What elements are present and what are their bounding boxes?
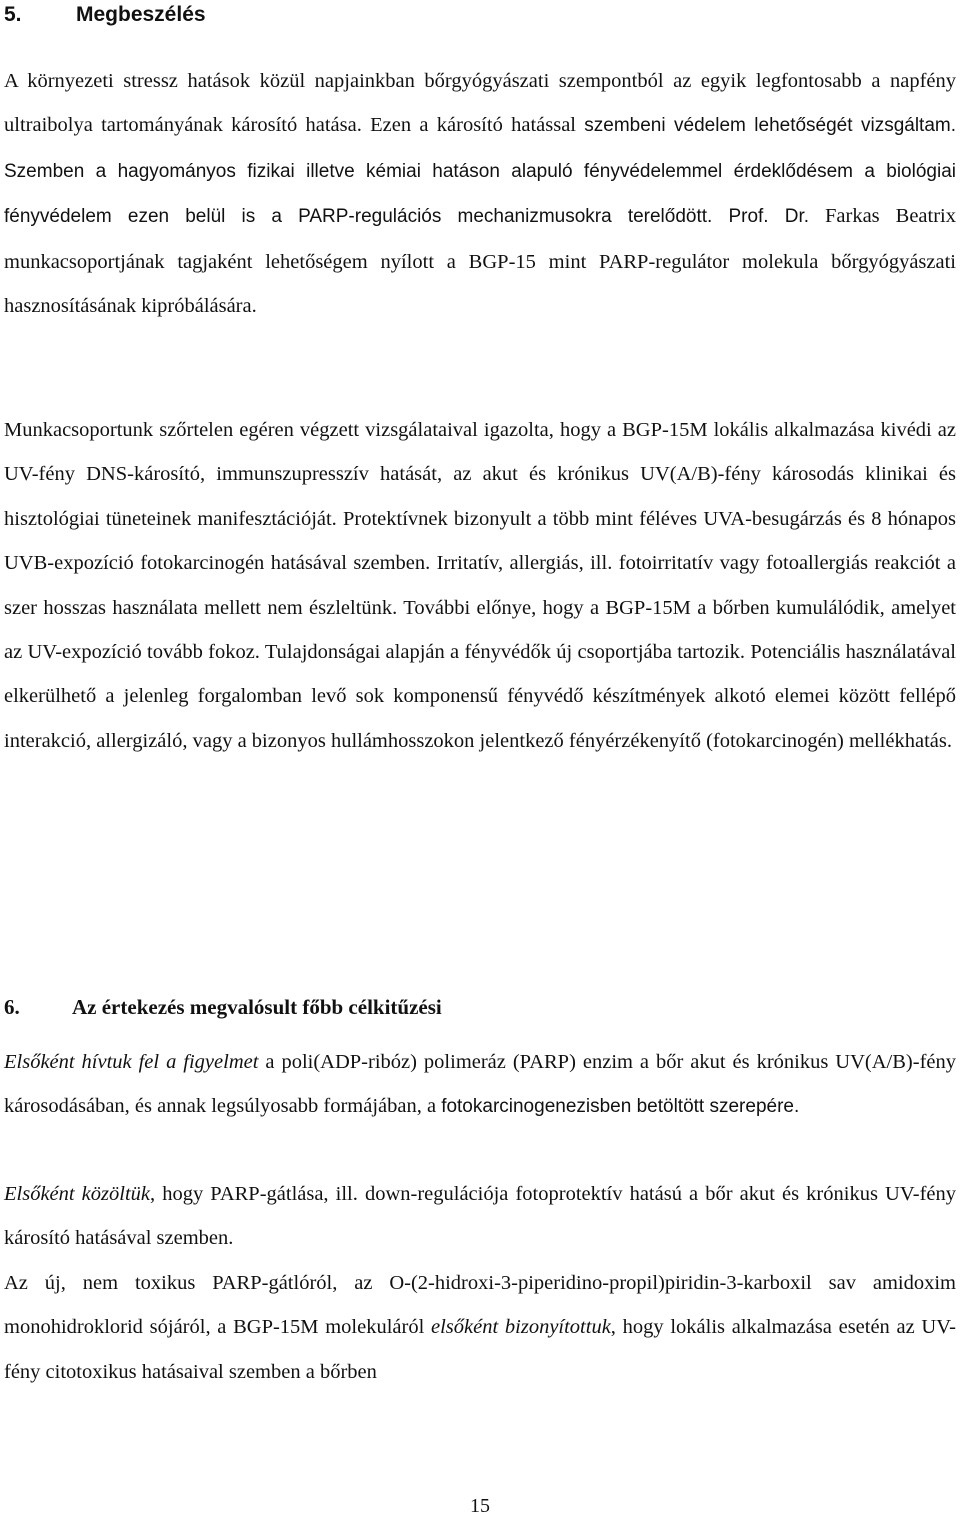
document-page (4, 0, 956, 1522)
section-5-p2-text: Munkacsoportunk szőrtelen egéren végzett vizsgálataival igazolta, hogy a BGP-15M lokális alkalmazása kivédi az UV-fény DNS-károsító, immunszupresszív hatását, az akut és krónikus UV(A/B)-fény károsodás klinikai és hisztológiai tüneteinek manifesztációját. Protektívnek bizonyult a több mint féléves UVA-besugárzás és 8 hónapos UVB-expozíció fotokarcinogén hatásával szemben. Irritatív, allergiás, ill. fotoirritatív vagy fotoallergiás reakciót a szer hosszas használata mellett nem észleltünk. További előnye, hogy a BGP-15M a bőrben kumulálódik, amelyet az UV-expozíció tovább fokoz. Tulajdonságai alapján a fényvédők új csoportjába tartozik. Potenciális használatával elkerülhető a jelenleg forgalomban levő sok komponensű fényvédő készítmények alkotó elemei között fellépő interakció, allergizáló, vagy a bizonyos hullámhosszokon jelentkező fényérzékenyítő (fotokarcinogén) mellékhatás. (4, 419, 956, 752)
section-5-p1-text-a: A környezeti stressz hatások közül napjainkban bőrgyógyászati szempontból az egyik legfontosabb a napfény ultraibolya tartományának károsító hatása. Ezen a károsító hatással (4, 70, 956, 137)
section-5-p1-text-c: Farkas Beatrix munkacsoportjának tagjaként lehetőségem nyílott a BGP-15 mint PARP-regulátor molekula bőrgyógyászati hasznosításának kipróbálására. (4, 205, 956, 318)
section-6-title: Az értekezés megvalósult főbb célkitűzési (72, 995, 442, 1019)
section-6-p2-text: , hogy PARP-gátlása, ill. down-regulációja fotoprotektív hatású a bőr akut és krónikus UV-fény károsító hatásával szemben. (4, 1183, 956, 1250)
section-6-heading (4, 993, 442, 1021)
section-6-p3-emphasis: elsőként bizonyítottuk (431, 1316, 611, 1339)
section-5-number: 5. (4, 3, 22, 26)
section-6-p3-text-b: , hogy lokális alkalmazása esetén az UV-fény citotoxikus hatásaival szemben a bőrben (4, 1316, 956, 1383)
section-5-p1-text-b: szembeni védelem lehetőségét vizsgáltam. Szemben a hagyományos fizikai illetve kémiai hatáson alapuló fényvédelemmel érdeklődésem a biológiai fényvédelem ezen belül is a PARP-regulációs mechanizmusokra terelődött. Prof. Dr. (4, 115, 956, 228)
section-6-number: 6. (4, 995, 20, 1019)
section-6-p2-emphasis: Elsőként közöltük (4, 1183, 150, 1205)
section-5-heading (4, 0, 206, 29)
page-number: 15 (470, 1495, 490, 1517)
section-5-title: Megbeszélés (76, 3, 206, 26)
section-6-paragraph-1 (4, 1040, 956, 1130)
section-5-paragraph-1 (4, 59, 956, 328)
section-6-paragraph-2 (4, 1172, 956, 1261)
section-6-p1-emphasis: Elsőként hívtuk fel a figyelmet (4, 1051, 259, 1073)
section-5-paragraph-2 (4, 408, 956, 763)
section-6-paragraph-3 (4, 1261, 956, 1394)
section-6-p1-text-a: a poli(ADP-ribóz) polimeráz (PARP) enzim a bőr akut és krónikus UV(A/B)-fény károsodásában, és annak legsúlyosabb formájában, a (4, 1051, 956, 1118)
section-6-p1-text-b: fotokarcinogenezisben betöltött szerepére. (441, 1096, 800, 1118)
section-6-p3-text-a: Az új, nem toxikus PARP-gátlóról, az O-(2-hidroxi-3-piperidino-propil)piridin-3-karboxil sav amidoxim monohidroklorid sójáról, a BGP-15M molekuláról (4, 1272, 956, 1339)
